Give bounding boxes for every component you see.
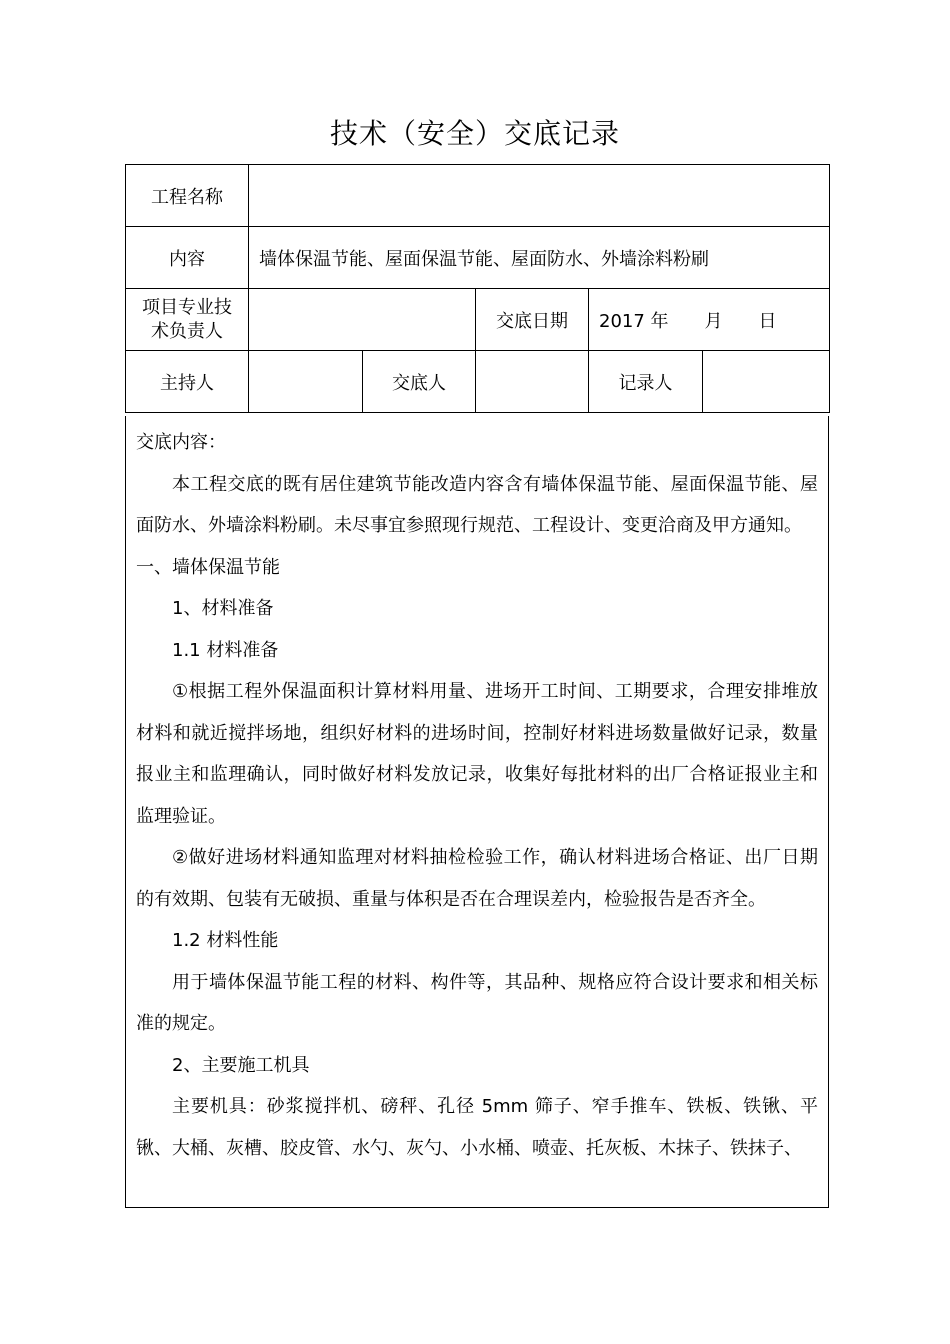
row-content	[126, 227, 830, 289]
row-project-name	[126, 165, 830, 227]
project-name-label: 工程名称	[126, 165, 249, 227]
date-value[interactable]: 2017 年 月 日	[589, 289, 830, 351]
row-participants	[126, 351, 830, 413]
subheading-material-performance: 1.2 材料性能	[172, 930, 279, 951]
intro-paragraph: 本工程交底的既有居住建筑节能改造内容含有墙体保温节能、屋面保温节能、屋面防水、外墙涂料粉刷。未尽事宜参照现行规范、工程设计、变更洽商及甲方通知。	[136, 473, 818, 536]
subheading-tools: 2、主要施工机具	[172, 1054, 310, 1076]
project-name-value[interactable]	[249, 165, 830, 227]
document-title: 技术（安全）交底记录	[329, 117, 620, 150]
content-label: 内容	[126, 227, 249, 289]
tech-lead-label	[126, 289, 249, 351]
presenter-label: 交底人	[363, 351, 476, 413]
paragraph-material-prep-1: ①根据工程外保温面积计算材料用量、进场开工时间、工期要求，合理安排堆放材料和就近搅拌场地，组织好材料的进场时间，控制好材料进场数量做好记录，数量报业主和监理确认，同时做好材料发放记录，收集好每批材料的出厂合格证报业主和监理验证。	[136, 681, 818, 827]
host-label: 主持人	[126, 351, 249, 413]
recorder-label: 记录人	[589, 351, 703, 413]
tech-lead-label-line2: 术负责人	[151, 320, 223, 342]
content-heading: 交底内容：	[136, 432, 226, 453]
host-value[interactable]	[249, 351, 363, 413]
recorder-value[interactable]	[703, 351, 830, 413]
presenter-value[interactable]	[476, 351, 589, 413]
paragraph-material-performance: 用于墙体保温节能工程的材料、构件等，其品种、规格应符合设计要求和相关标准的规定。	[136, 971, 818, 1034]
content-value[interactable]: 墙体保温节能、屋面保温节能、屋面防水、外墙涂料粉刷	[249, 227, 830, 289]
section-heading-wall-insulation: 一、墙体保温节能	[136, 556, 280, 578]
tech-lead-label-line1: 项目专业技	[142, 296, 232, 318]
paragraph-material-prep-2: ②做好进场材料通知监理对材料抽检检验工作，确认材料进场合格证、出厂日期的有效期、包装有无破损、重量与体积是否在合理误差内，检验报告是否齐全。	[136, 847, 818, 910]
info-table	[125, 164, 830, 413]
row-tech-lead	[126, 289, 830, 351]
briefing-content	[125, 416, 829, 1208]
subheading-materials: 1、材料准备	[172, 598, 274, 619]
subheading-material-prep: 1.1 材料准备	[172, 639, 279, 661]
tech-lead-value[interactable]	[249, 289, 476, 351]
paragraph-tools: 主要机具：砂浆搅拌机、磅秤、孔径 5mm 筛子、窄手推车、铁板、铁锹、平锹、大桶、灰槽、胶皮管、水勺、灰勺、小水桶、喷壶、托灰板、木抹子、铁抹子、	[136, 1096, 818, 1159]
date-label: 交底日期	[476, 289, 589, 351]
